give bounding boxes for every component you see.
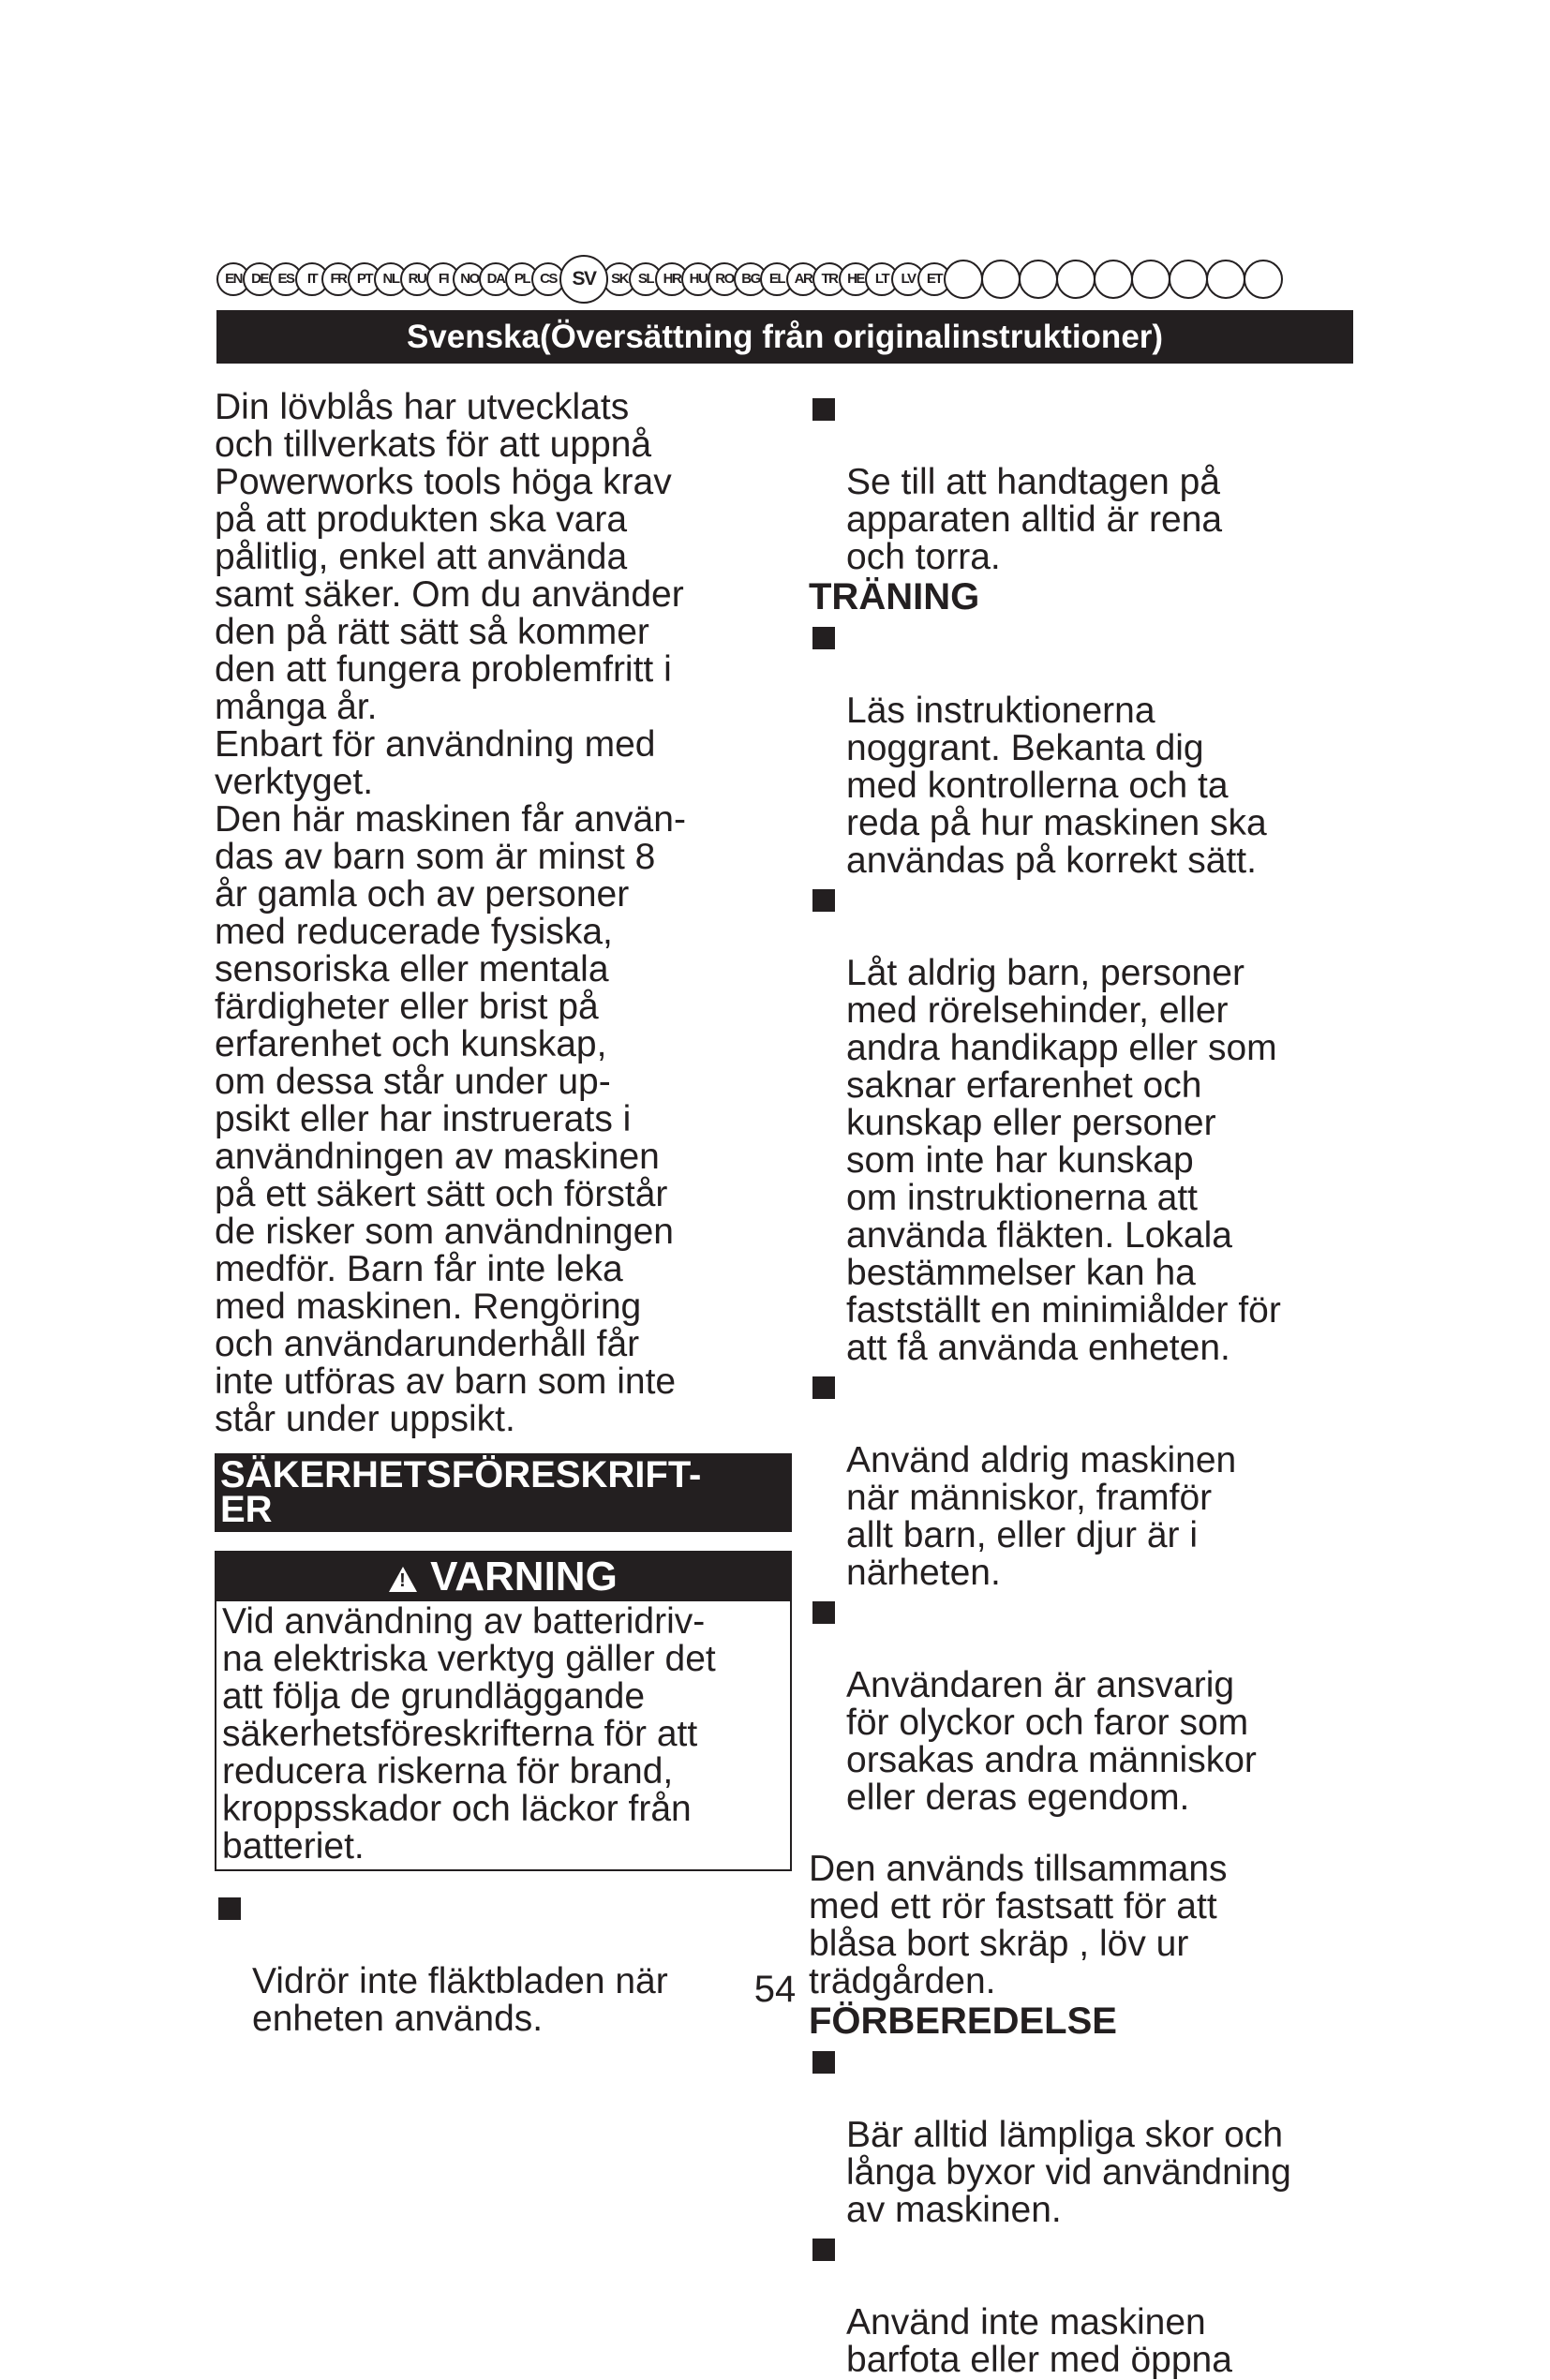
- lang-ro[interactable]: RO: [708, 262, 741, 296]
- lang-nl[interactable]: NL: [374, 262, 408, 296]
- lang-en[interactable]: EN: [216, 262, 250, 296]
- lang-lv[interactable]: LV: [891, 262, 925, 296]
- lang-sk[interactable]: SK: [603, 262, 636, 296]
- usage-text: Den används tillsammans med ett rör fastsatt för att blåsa bort skräp , löv ur trädgården.: [809, 1849, 1228, 2001]
- bullet-text: Använd inte maskinen barfota eller med öppna: [846, 2302, 1232, 2380]
- preparation-heading: FÖRBEREDELSE: [809, 2001, 1117, 2042]
- bullet-text: Använd aldrig maskinen när människor, framför allt barn, eller djur är i närheten.: [846, 1440, 1237, 1593]
- lang-de[interactable]: DE: [243, 262, 276, 296]
- lang-empty-slot: [1131, 260, 1170, 299]
- list-item: [809, 617, 1371, 880]
- safety-heading: SÄKERHETSFÖRESKRIFT- ER: [215, 1453, 792, 1532]
- bullet-square-icon: [812, 2051, 835, 2074]
- lang-fr[interactable]: FR: [321, 262, 355, 296]
- language-selector: [216, 258, 1352, 300]
- lang-lt[interactable]: LT: [865, 262, 899, 296]
- bullet-text: Läs instruktionerna noggrant. Bekanta dig med kontrollerna och ta reda på hur maskinen ska användas på korrekt sätt.: [846, 691, 1267, 881]
- list-item: [215, 1888, 796, 2038]
- lang-empty-slot: [944, 260, 983, 299]
- lang-pl[interactable]: PL: [505, 262, 539, 296]
- bullet-text: Låt aldrig barn, personer med rörelsehinder, eller andra handikapp eller som saknar erfarenhet och kunskap eller personer som inte har kunskap om instruktionerna att använda fläkten. Lokala bestämmelser kan ha fastställt en minimiålder för att få använda enheten.: [846, 953, 1281, 1368]
- lang-sl[interactable]: SL: [629, 262, 663, 296]
- list-item: [809, 880, 1371, 1367]
- lang-es[interactable]: ES: [269, 262, 303, 296]
- lang-it[interactable]: IT: [295, 262, 329, 296]
- bullet-square-icon: [812, 627, 835, 649]
- lang-hu[interactable]: HU: [681, 262, 715, 296]
- lang-bg[interactable]: BG: [734, 262, 768, 296]
- right-column: [809, 389, 1371, 2379]
- bullet-square-icon: [812, 1376, 835, 1399]
- lang-empty-slot: [1094, 260, 1133, 299]
- lang-empty-slot: [1244, 260, 1283, 299]
- warning-text: Vid användning av batteridriv- na elektriska verktyg gäller det att följa de grundläggande säkerhetsföreskrifterna för att reducera riskerna för brand, kroppsskador och läckor från batteriet.: [222, 1601, 716, 1867]
- lang-empty-slot: [981, 260, 1021, 299]
- warning-header: [216, 1553, 790, 1601]
- warning-triangle-icon: [389, 1567, 417, 1592]
- lang-hr[interactable]: HR: [655, 262, 689, 296]
- warning-box: [215, 1551, 792, 1871]
- list-item: [809, 1592, 1371, 1817]
- section-title-bar: Svenska(Översättning från originalinstruktioner): [216, 310, 1353, 364]
- lang-ru[interactable]: RU: [400, 262, 434, 296]
- lang-da[interactable]: DA: [479, 262, 513, 296]
- lang-ar[interactable]: AR: [786, 262, 820, 296]
- lang-empty-slot: [1206, 260, 1245, 299]
- bullet-text: Användaren är ansvarig för olyckor och faror som orsakas andra människor eller deras egendom.: [846, 1665, 1257, 1818]
- bullet-text: Bär alltid lämpliga skor och långa byxor vid användning av maskinen.: [846, 2115, 1291, 2230]
- lang-sv-active[interactable]: SV: [559, 255, 608, 304]
- bullet-square-icon: [812, 398, 835, 421]
- list-item: [809, 389, 1371, 576]
- bullet-square-icon: [812, 889, 835, 912]
- list-item: [809, 1367, 1371, 1592]
- bullet-square-icon: [812, 2239, 835, 2261]
- training-heading: TRÄNING: [809, 576, 980, 617]
- bullet-text: Se till att handtagen på apparaten alltid är rena och torra.: [846, 462, 1223, 577]
- list-item: [809, 2229, 1371, 2379]
- intro-text: Din lövblås har utvecklats och tillverkats för att uppnå Powerworks tools höga krav på att produkten ska vara pålitlig, enkel att använda samt säker. Om du använder den på rätt sätt så kommer den att fungera problemfritt i många år. Enbart för användning med verktyget. Den här maskinen får använ- das av barn som är minst 8 år gamla och av personer med reducerade fysiska, sensoriska eller mentala färdigheter eller brist på erfarenhet och kunskap, om dessa står under up- psikt eller har instruerats i användningen av maskinen på ett säkert sätt och förstår de risker som användningen medför. Barn får inte leka med maskinen. Rengöring och användarunderhåll får inte utföras av barn som inte står under uppsikt.: [215, 387, 686, 1439]
- list-item: [809, 2042, 1371, 2229]
- bullet-square-icon: [218, 1897, 241, 1920]
- lang-fi[interactable]: FI: [426, 262, 460, 296]
- page-number: 54: [753, 1969, 797, 2010]
- bullet-text: Vidrör inte fläktbladen när enheten används.: [252, 1961, 668, 2039]
- lang-et[interactable]: ET: [917, 262, 951, 296]
- lang-pt[interactable]: PT: [348, 262, 381, 296]
- lang-empty-slot: [1169, 260, 1208, 299]
- lang-no[interactable]: NO: [453, 262, 486, 296]
- lang-empty-slot: [1019, 260, 1058, 299]
- lang-empty-slot: [1056, 260, 1095, 299]
- warning-title: VARNING: [430, 1554, 618, 1599]
- left-column: [215, 389, 796, 2038]
- lang-cs[interactable]: CS: [531, 262, 565, 296]
- lang-el[interactable]: EL: [760, 262, 794, 296]
- lang-he[interactable]: HE: [839, 262, 872, 296]
- bullet-square-icon: [812, 1601, 835, 1624]
- lang-tr[interactable]: TR: [812, 262, 846, 296]
